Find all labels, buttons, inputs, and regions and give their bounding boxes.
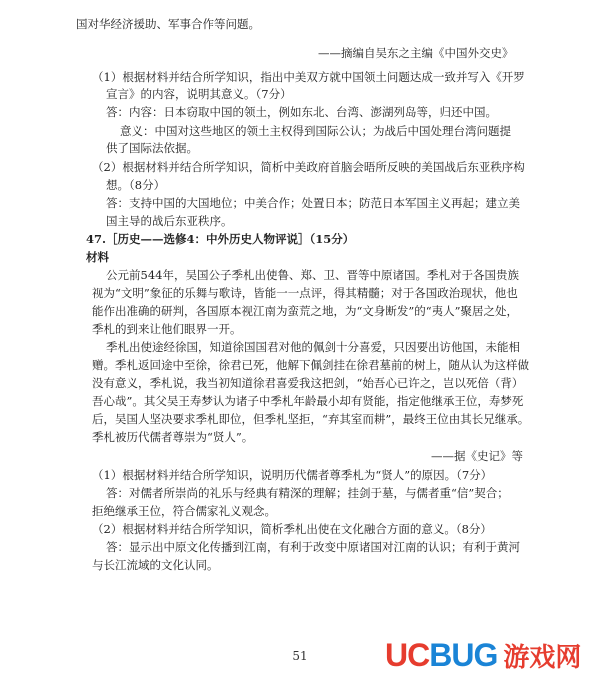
section-heading: 47.［历史——选修4：中外历史人物评说］（15分） [86, 232, 355, 246]
answer-line: 国主导的战后东亚秩序。 [106, 214, 233, 228]
question-line: （2）根据材料并结合所学知识，简析季札出使在文化融合方面的意义。（8分） [92, 522, 492, 536]
question-line: 宣言》的内容，说明其意义。（7分） [106, 87, 292, 101]
material-heading: 材料 [86, 250, 109, 264]
material-line: 视为“文明”象征的乐舞与歌诗，皆能一一点评，得其精髓；对于各国政治现状，他也 [92, 286, 518, 300]
logo-text-uc: UC [385, 636, 430, 673]
material-line: 季札被历代儒者尊崇为“贤人”。 [92, 430, 254, 444]
answer-line: 意义：中国对这些地区的领土主权得到国际公认；为战后中国处理台湾问题提 [120, 124, 511, 138]
question-line: （1）根据材料并结合所学知识，指出中美双方就中国领土问题达成一致并写入《开罗 [92, 70, 525, 84]
answer-line: 与长江流域的文化认同。 [92, 558, 219, 572]
ucbug-logo [385, 630, 595, 680]
material-line: 公元前544年，吴国公子季札出使鲁、郑、卫、晋等中原诸国。季札对于各国贵族 [106, 268, 519, 282]
material-line: 赠。季札返回途中至徐，徐君已死，他解下佩剑挂在徐君墓前的树上，随从认为这样做 [92, 358, 529, 372]
citation-line: ——摘编自吴东之主编《中国外交史》 [318, 46, 514, 60]
answer-line: 答：内容：日本窃取中国的领土，例如东北、台湾、澎湖列岛等，归还中国。 [106, 105, 497, 119]
answer-line: 供了国际法依据。 [106, 141, 198, 155]
material-line: 没有意义，季札说，我当初知道徐君喜爱我这把剑，“始吾心已许之，岂以死倍（背） [92, 376, 524, 390]
material-line: 吾心哉”。其父吴王寿梦认为诸子中季札年龄最小却有贤能，指定他继承王位，寿梦死 [92, 394, 524, 408]
question-line: （1）根据材料并结合所学知识，说明历代儒者尊季札为“贤人”的原因。（7分） [92, 468, 493, 482]
text-line: 国对华经济援助、军事合作等问题。 [76, 17, 260, 31]
logo-text-chinese: 游戏网 [503, 642, 582, 673]
page-number: 51 [292, 649, 308, 663]
question-line: 想。（8分） [106, 178, 166, 192]
answer-line: 拒绝继承王位，符合儒家礼义观念。 [92, 504, 276, 518]
answer-line: 答：显示出中原文化传播到江南，有利于改变中原诸国对江南的认识；有利于黄河 [106, 540, 520, 554]
logo-text-bug: BUG [429, 636, 498, 673]
material-line: 后，吴国人坚决要求季札即位，但季札坚拒，“弃其室而耕”，最终王位由其长兄继承。 [92, 412, 530, 426]
material-line: 能作出准确的研判，各国原本视江南为蛮荒之地，为“文身断发”的“夷人”聚居之处， [92, 304, 519, 318]
answer-line: 答：支持中国的大国地位；中美合作；处置日本；防范日本军国主义再起；建立美 [106, 196, 520, 210]
material-line: 季札出使途经徐国，知道徐国国君对他的佩剑十分喜爱，只因要出访他国，未能相 [106, 340, 520, 354]
citation-line: ——据《史记》等 [431, 449, 523, 463]
material-line: 季札的到来让他们眼界一开。 [92, 322, 242, 336]
answer-line: 答：对儒者所崇尚的礼乐与经典有精深的理解；挂剑于墓，与儒者重“信”契合； [106, 486, 509, 500]
question-line: （2）根据材料并结合所学知识，简析中美政府首脑会晤所反映的美国战后东亚秩序构 [92, 160, 525, 174]
